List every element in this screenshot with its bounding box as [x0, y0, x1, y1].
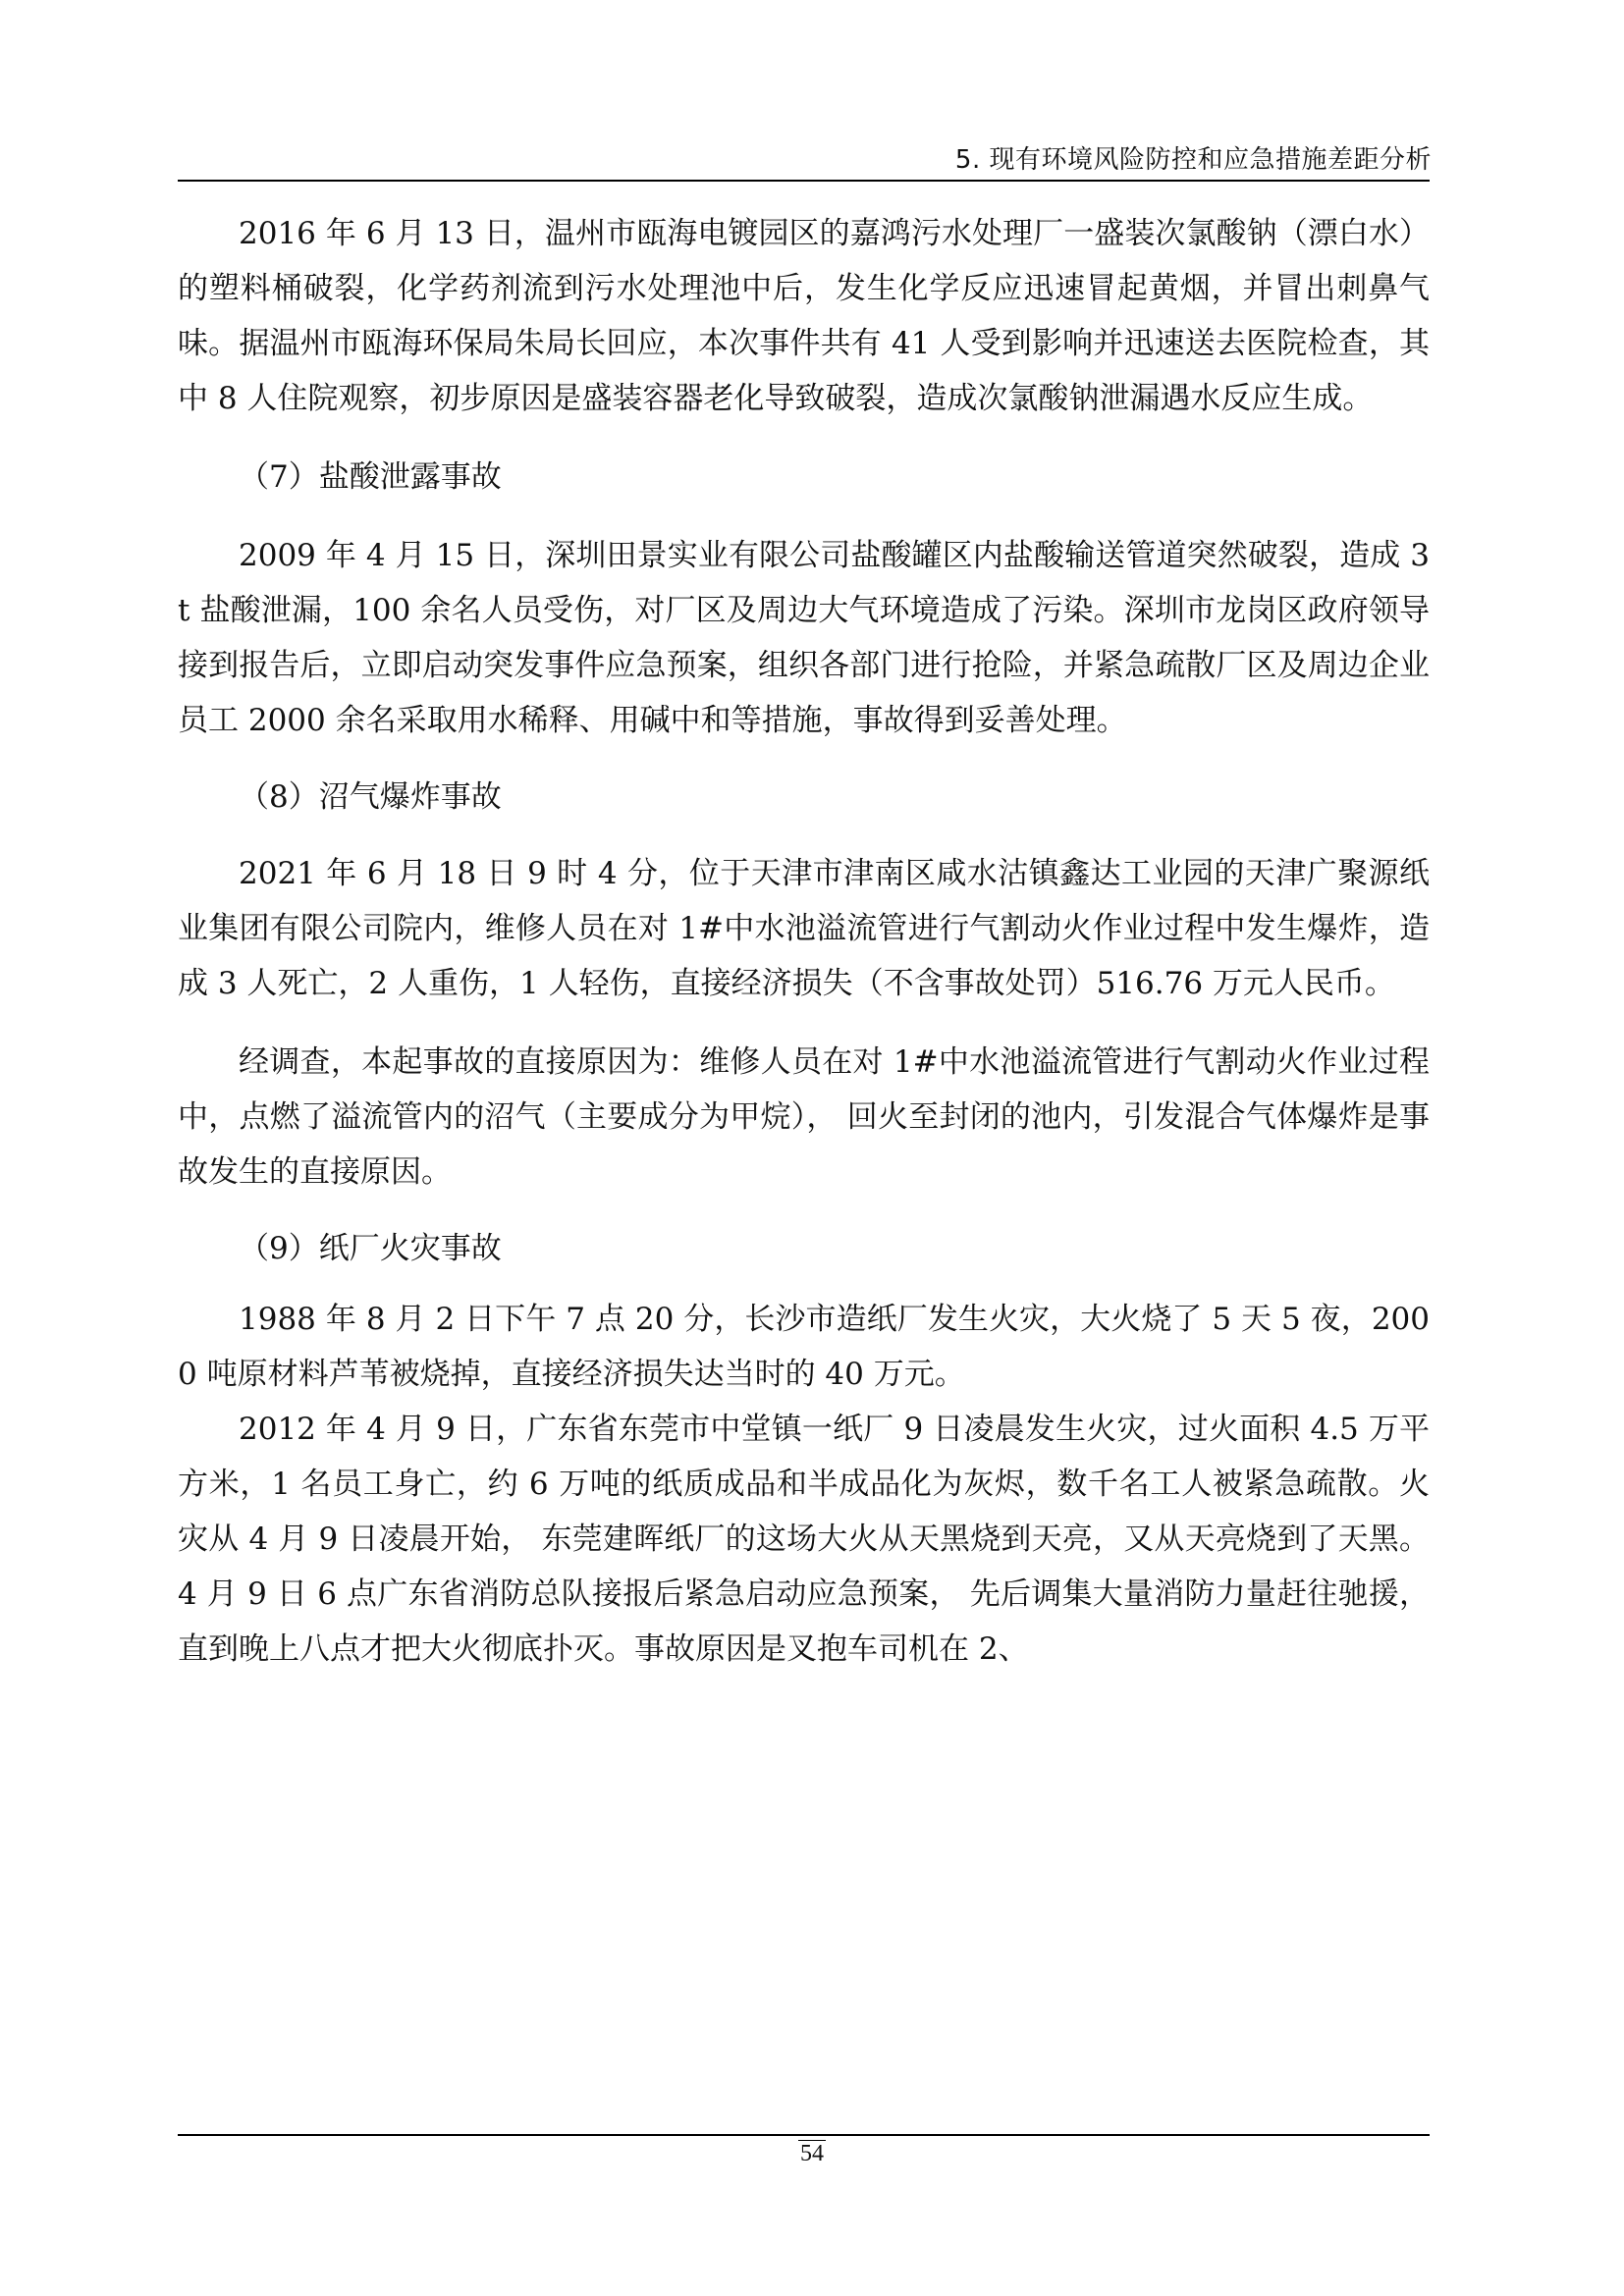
paragraph-incident-1988: 1988 年 8 月 2 日下午 7 点 20 分，长沙市造纸厂发生火灾，大火烧了 5 天 5 夜，2000 吨原材料芦苇被烧掉，直接经济损失达当时的 40 万元。: [178, 1302, 1430, 1392]
page-number-text: 54: [800, 2141, 824, 2166]
paragraph-incident-2012: 2012 年 4 月 9 日，广东省东莞市中堂镇一纸厂 9 日凌晨发生火灾，过火面积 4.5 万平方米，1 名员工身亡，约 6 万吨的纸质成品和半成品化为灰烬，数千名工人被紧急疏散。火灾从 4 月 9 日凌晨开始， 东莞建晖纸厂的这场大火从天黑烧到天亮，又从天亮烧到了天黑。 4 月 9 日 6 点广东省消防总队接报后紧急启动应急预案， 先后调集大量消防力量赶往驰援，直到晚上八点才把大火彻底扑灭。事故原因是叉抱车司机在 2、: [178, 1412, 1430, 1667]
running-header: 5. 现有环境风险防控和应急措施差距分析: [954, 145, 1432, 175]
page-number: [0, 2141, 1624, 2167]
paragraph-investigation: 经调查，本起事故的直接原因为：维修人员在对 1#中水池溢流管进行气割动火作业过程中，点燃了溢流管内的沼气（主要成分为甲烷）， 回火至封闭的池内，引发混合气体爆炸是事故发生的直接原因。: [178, 1044, 1430, 1190]
section-heading-7: （7）盐酸泄露事故: [239, 459, 502, 495]
paragraph-incident-2016: 2016 年 6 月 13 日，温州市瓯海电镀园区的嘉鸿污水处理厂一盛装次氯酸钠（漂白水）的塑料桶破裂，化学药剂流到污水处理池中后，发生化学反应迅速冒起黄烟，并冒出刺鼻气味。据温州市瓯海环保局朱局长回应，本次事件共有 41 人受到影响并迅速送去医院检查，其中 8 人住院观察，初步原因是盛装容器老化导致破裂，造成次氯酸钠泄漏遇水反应生成。: [178, 216, 1430, 416]
header-rule: [178, 180, 1430, 182]
footer-rule: [178, 2134, 1430, 2136]
section-heading-9: （9）纸厂火灾事故: [239, 1231, 502, 1266]
section-heading-8: （8）沼气爆炸事故: [239, 779, 502, 815]
paragraph-incident-2009: 2009 年 4 月 15 日，深圳田景实业有限公司盐酸罐区内盐酸输送管道突然破裂，造成 3t 盐酸泄漏，100 余名人员受伤，对厂区及周边大气环境造成了污染。深圳市龙岗区政府领导接到报告后，立即启动突发事件应急预案，组织各部门进行抢险，并紧急疏散厂区及周边企业员工 2000 余名采取用水稀释、用碱中和等措施，事故得到妥善处理。: [178, 538, 1430, 738]
document-body: [178, 206, 1430, 1677]
paragraph-incident-2021: 2021 年 6 月 18 日 9 时 4 分，位于天津市津南区咸水沽镇鑫达工业园的天津广聚源纸业集团有限公司院内，维修人员在对 1#中水池溢流管进行气割动火作业过程中发生爆炸，造成 3 人死亡，2 人重伤，1 人轻伤，直接经济损失（不含事故处罚）516.76 万元人民币。: [178, 856, 1430, 1001]
